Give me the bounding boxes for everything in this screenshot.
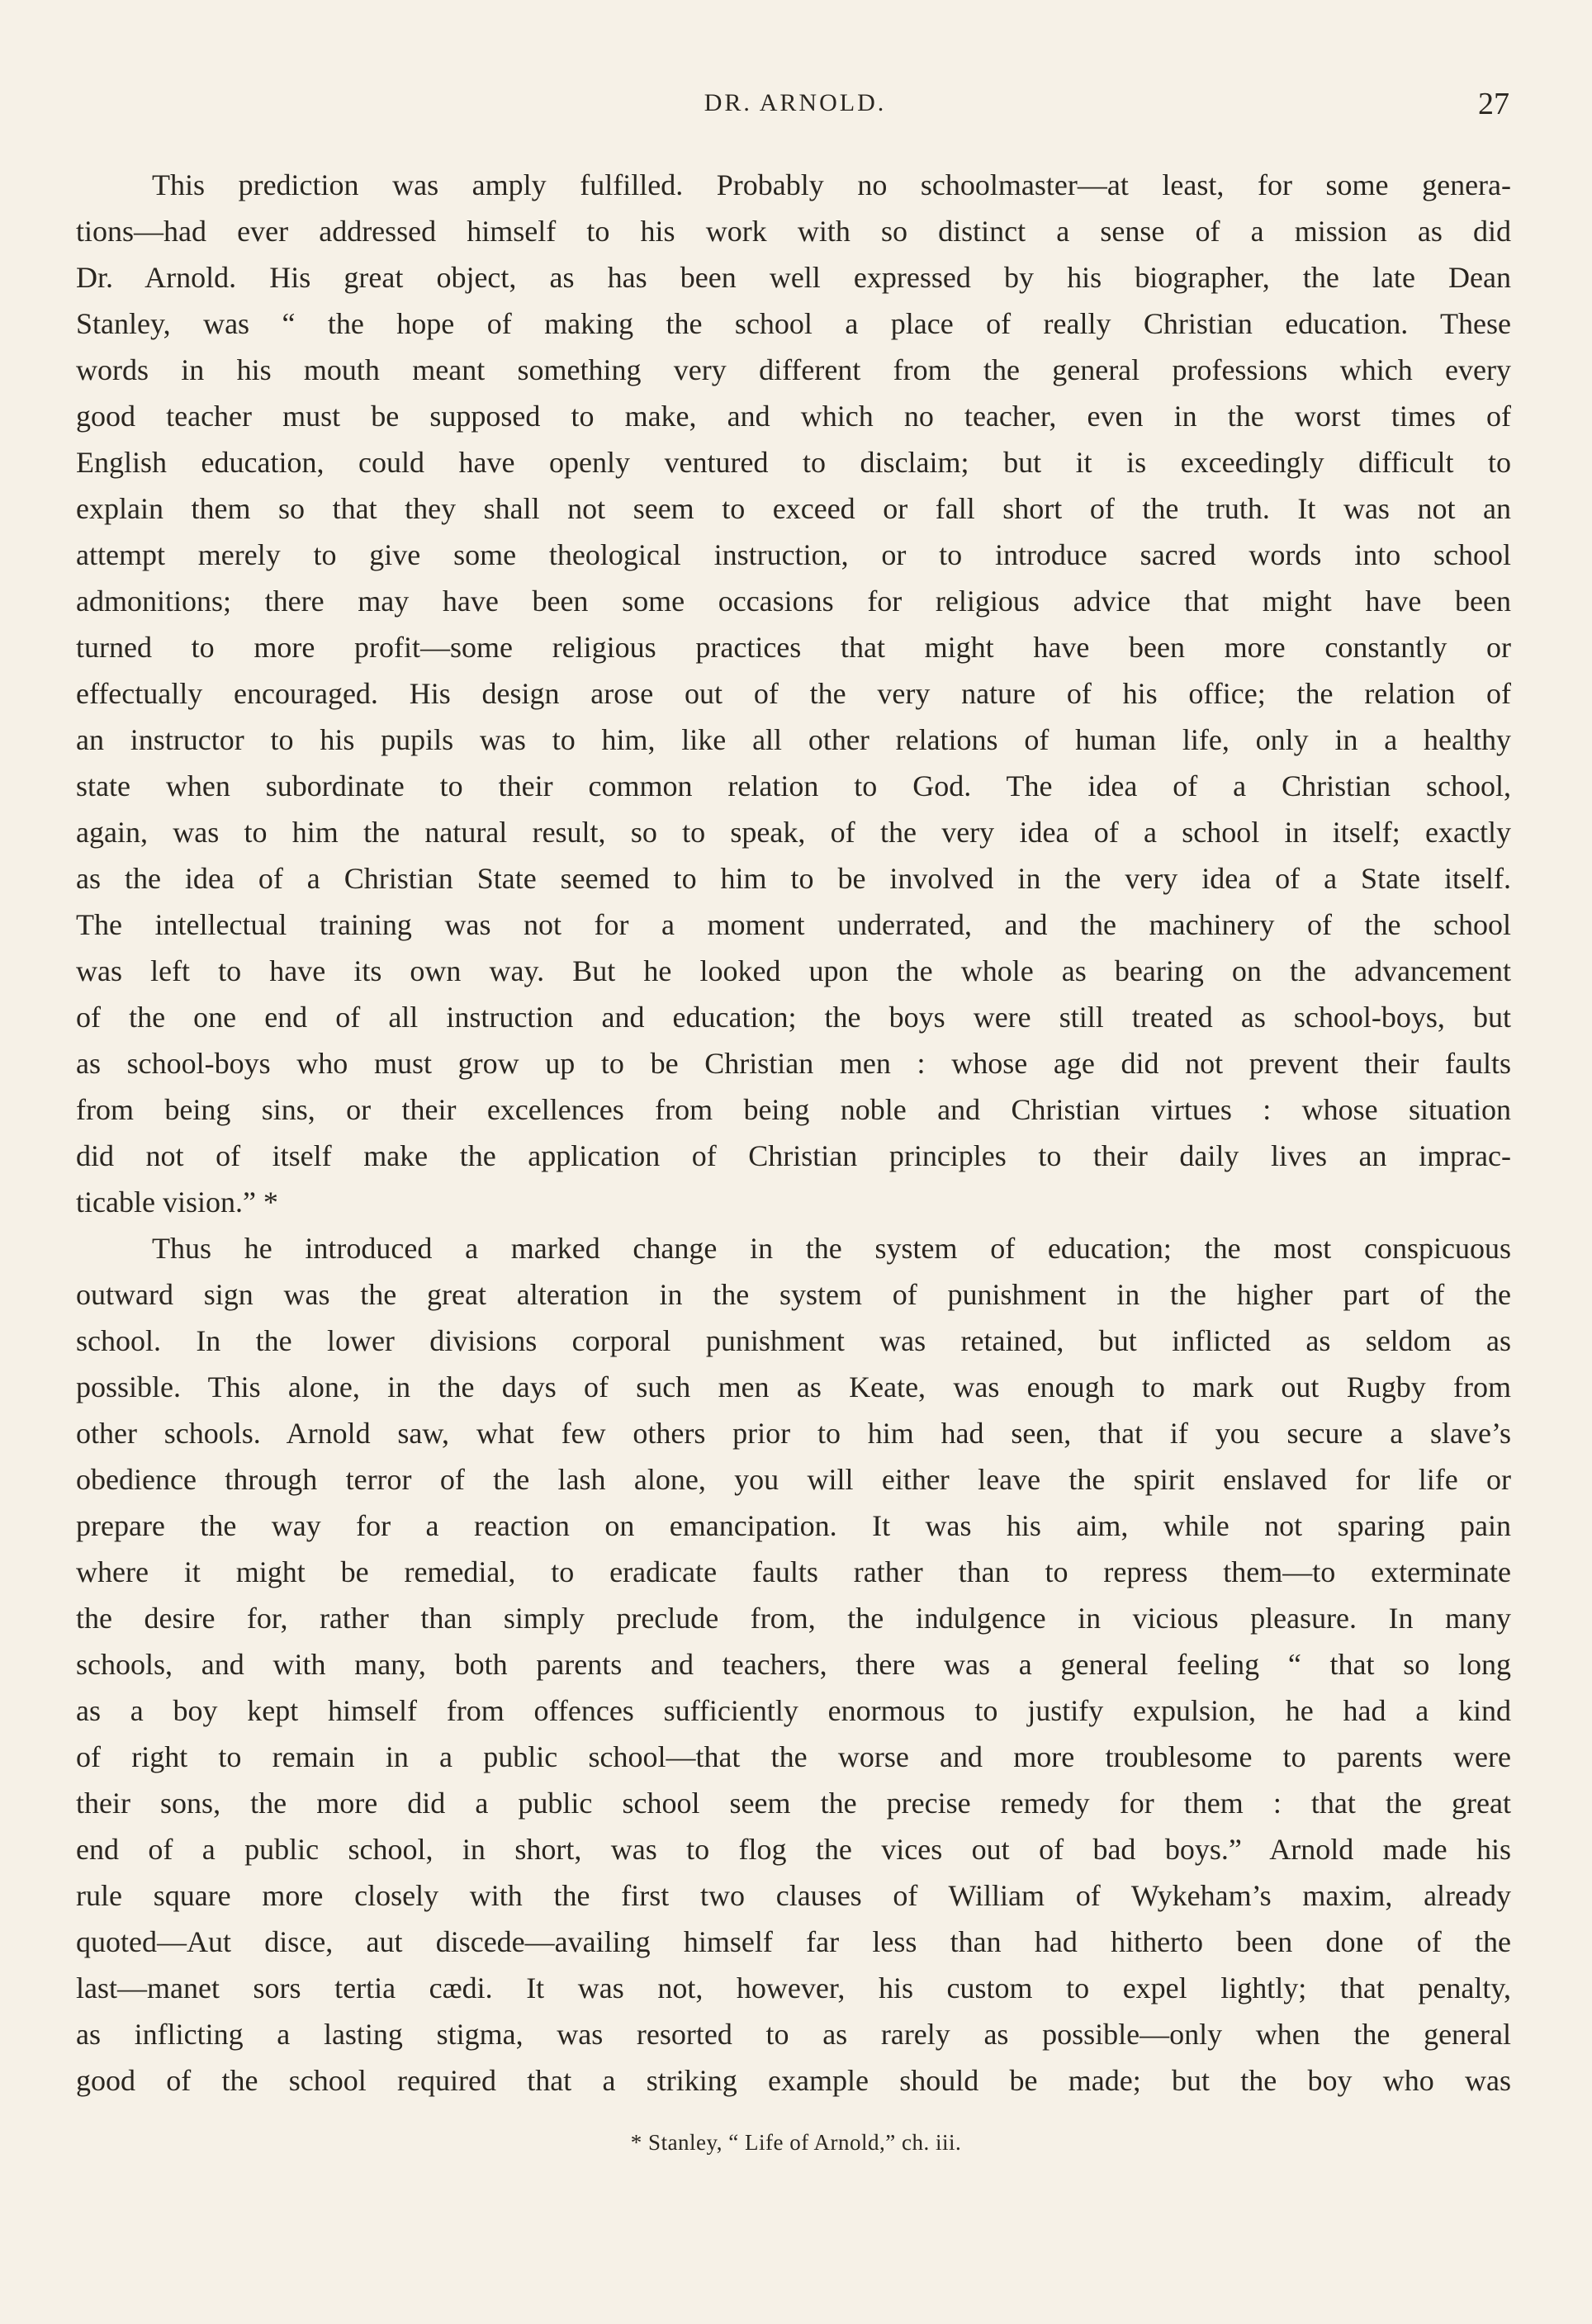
text-line: where it might be remedial, to eradicate faults rather than to repress them—to exterminate [76, 1555, 1511, 1588]
text-line: their sons, the more did a public school seem the precise remedy for them : that the great [76, 1787, 1511, 1820]
text-line: ticable vision.” * [76, 1186, 278, 1219]
running-title: DR. ARNOLD. [704, 89, 887, 116]
text-line: end of a public school, in short, was to flog the vices out of bad boys.” Arnold made his [76, 1833, 1511, 1866]
text-line: explain them so that they shall not seem to exceed or fall short of the truth. It was not an [76, 492, 1511, 525]
running-head [81, 83, 1509, 132]
text-line: obedience through terror of the lash alone, you will either leave the spirit enslaved for life or [76, 1463, 1511, 1496]
body-text [76, 162, 1511, 2104]
text-line: from being sins, or their excellences from being noble and Christian virtues : whose situation [76, 1093, 1511, 1126]
text-line: as inflicting a lasting stigma, was resorted to as rarely as possible—only when the general [76, 2018, 1511, 2051]
text-line: effectually encouraged. His design arose out of the very nature of his office; the relation of [76, 677, 1511, 710]
text-line: good of the school required that a striking example should be made; but the boy who was [76, 2064, 1511, 2097]
text-line: English education, could have openly ventured to disclaim; but it is exceedingly difficult to [76, 446, 1511, 479]
text-line: an instructor to his pupils was to him, like all other relations of human life, only in a healthy [76, 723, 1511, 756]
text-line: schools, and with many, both parents and teachers, there was a general feeling “ that so long [76, 1648, 1511, 1681]
text-line: last—manet sors tertia cædi. It was not, however, his custom to expel lightly; that penalty, [76, 1971, 1511, 2005]
text-line: again, was to him the natural result, so to speak, of the very idea of a school in itself; exactly [76, 816, 1511, 849]
text-line: Stanley, was “ the hope of making the school a place of really Christian education. These [76, 307, 1511, 340]
text-line: the desire for, rather than simply preclude from, the indulgence in vicious pleasure. In many [76, 1602, 1511, 1635]
text-line: attempt merely to give some theological instruction, or to introduce sacred words into school [76, 538, 1511, 571]
text-line: as school-boys who must grow up to be Christian men : whose age did not prevent their faults [76, 1047, 1511, 1080]
text-line: admonitions; there may have been some occasions for religious advice that might have been [76, 585, 1511, 618]
text-line: turned to more profit—some religious practices that might have been more constantly or [76, 631, 1511, 664]
text-line: school. In the lower divisions corporal punishment was retained, but inflicted as seldom as [76, 1324, 1511, 1357]
text-line: state when subordinate to their common relation to God. The idea of a Christian school, [76, 769, 1511, 802]
text-line: was left to have its own way. But he looked upon the whole as bearing on the advancement [76, 954, 1511, 987]
text-line: did not of itself make the application of Christian principles to their daily lives an imprac- [76, 1139, 1511, 1172]
text-line: This prediction was amply fulfilled. Probably no schoolmaster—at least, for some genera- [152, 168, 1511, 201]
text-line: tions—had ever addressed himself to his work with so distinct a sense of a mission as did [76, 215, 1511, 248]
text-line: outward sign was the great alteration in the system of punishment in the higher part of the [76, 1278, 1511, 1311]
text-line: Dr. Arnold. His great object, as has been well expressed by his biographer, the late Dean [76, 261, 1511, 294]
footnote: * Stanley, “ Life of Arnold,” ch. iii. [630, 2130, 962, 2155]
text-line: The intellectual training was not for a moment underrated, and the machinery of the school [76, 908, 1511, 941]
text-line: other schools. Arnold saw, what few others prior to him had seen, that if you secure a slave’s [76, 1417, 1511, 1450]
text-line: as a boy kept himself from offences sufficiently enormous to justify expulsion, he had a kind [76, 1694, 1511, 1727]
text-line: of the one end of all instruction and education; the boys were still treated as school-boys, but [76, 1001, 1511, 1034]
text-line: as the idea of a Christian State seemed to him to be involved in the very idea of a State itself. [76, 862, 1511, 895]
text-line: words in his mouth meant something very different from the general professions which every [76, 353, 1511, 386]
text-line: possible. This alone, in the days of such men as Keate, was enough to mark out Rugby from [76, 1370, 1511, 1403]
page-number: 27 [1478, 87, 1509, 121]
text-line: of right to remain in a public school—that the worse and more troublesome to parents were [76, 1740, 1511, 1773]
text-line: good teacher must be supposed to make, and which no teacher, even in the worst times of [76, 400, 1511, 433]
text-line: prepare the way for a reaction on emancipation. It was his aim, while not sparing pain [76, 1509, 1511, 1542]
text-line: rule square more closely with the first two clauses of William of Wykeham’s maxim, already [76, 1879, 1511, 1912]
text-line: Thus he introduced a marked change in the system of education; the most conspicuous [152, 1232, 1511, 1265]
text-line: quoted—Aut disce, aut discede—availing himself far less than had hitherto been done of the [76, 1925, 1511, 1958]
